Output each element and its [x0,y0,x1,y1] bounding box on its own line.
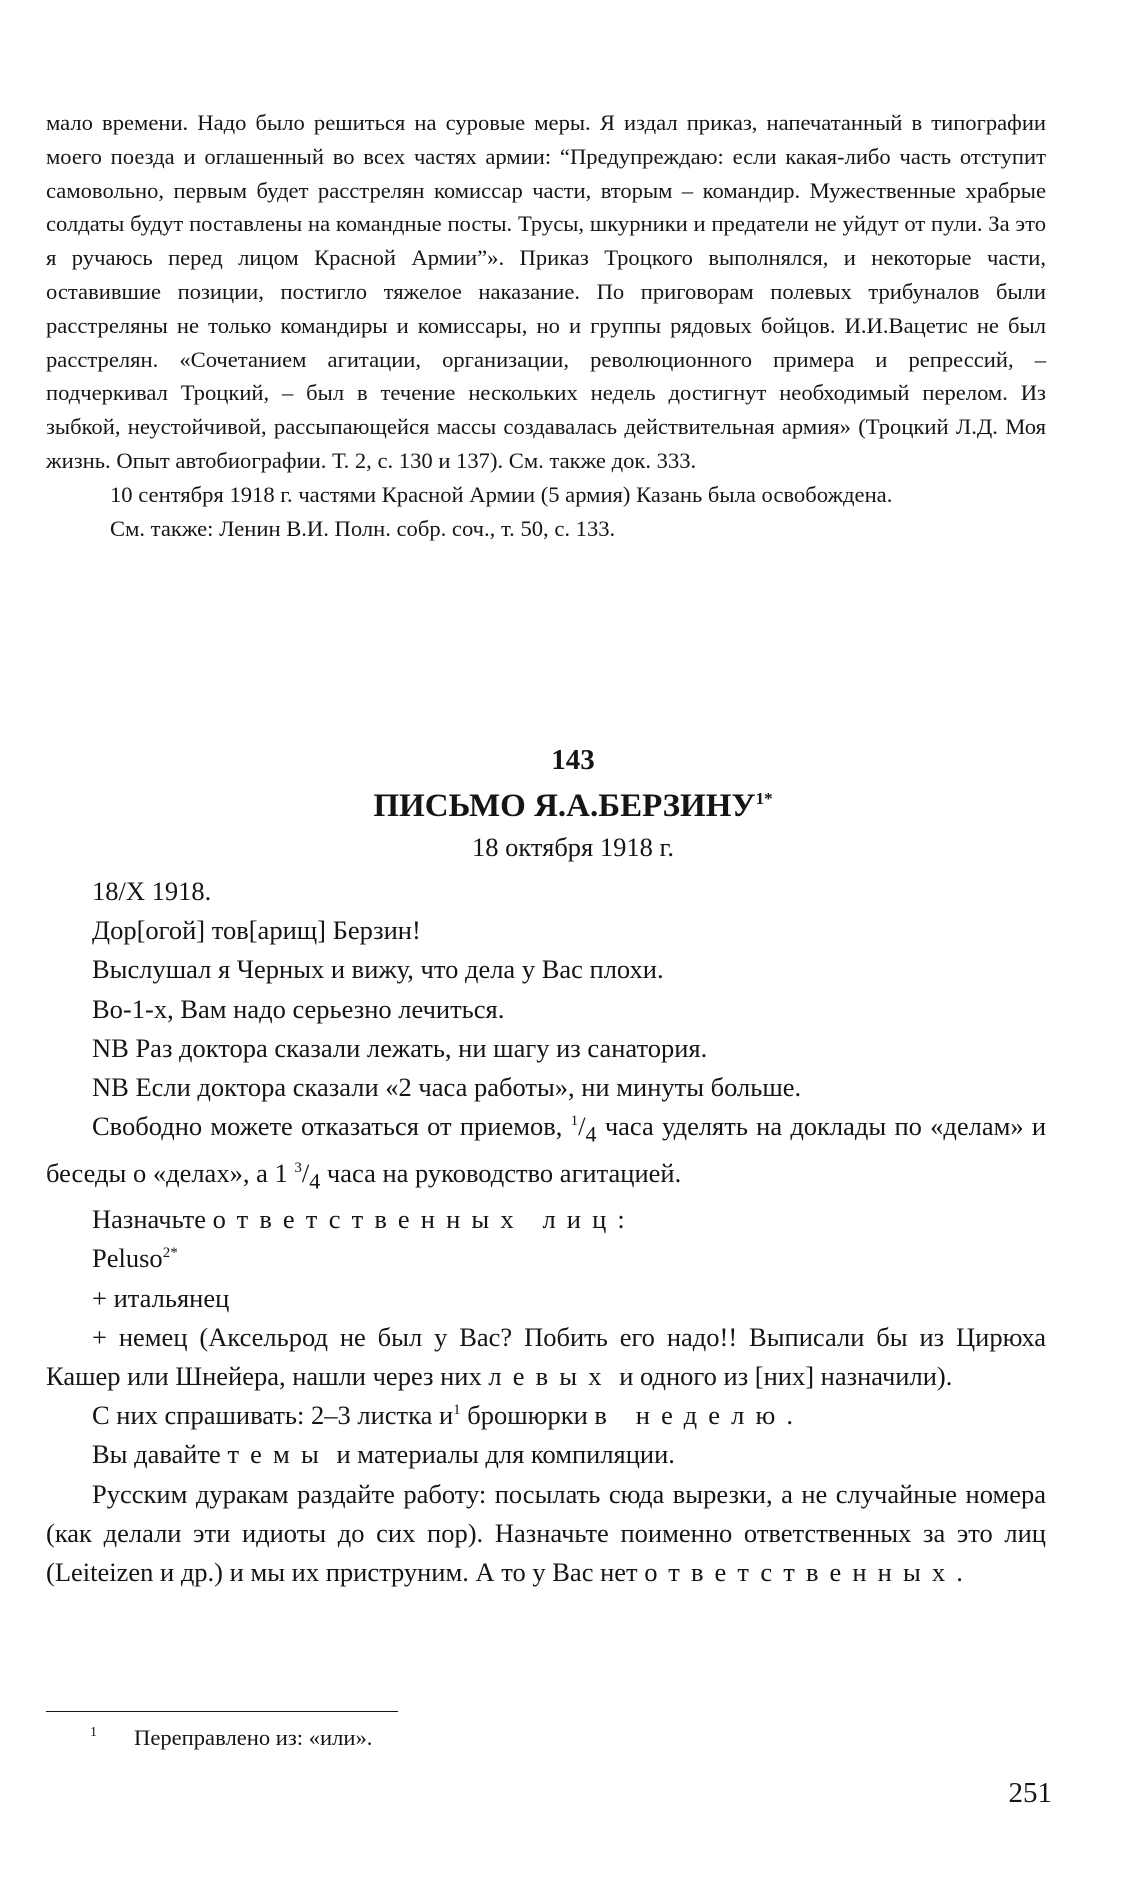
text-run: + немец (Аксельрод не был у Вас? Побить его надо!! Выписали бы из Цирюха Кашер или Шнейера, нашли через них [46,1321,1046,1392]
text-run: Назначьте [92,1204,206,1235]
letter-paragraph: Свободно можете отказаться от приемов, $^1/_4$ часа уделять на доклады по «делам» и беседы о «делах», а 1 $^3/_4$ часа на руководство агитацией. [46,1111,1047,1194]
spaced-emphasis: в неделю. [594,1400,805,1431]
footnote: 1 Переправлено из: «или». [90,1725,373,1750]
fraction-numerator: 1 [570,1113,579,1130]
document-title [0,786,1146,826]
letter-line: NB Раз доктора сказали лежать, ни шагу из санатория. [92,1032,708,1063]
text-run: часа уделять на доклады по «делам» и беседы о «делах», а 1 [46,1111,1047,1188]
text-run: брошюрки [467,1400,588,1431]
footnote-mark: 2* [162,1245,178,1262]
document-date: 18 октября 1918 г. [472,832,674,862]
text-run: Русским дуракам раздайте работу: посылать сюда вырезки, а не случайные номера (как делали эти идиоты до сих пор). Назначьте поименно ответственных за это лиц (Leiteizen и др.) и мы их приструним. А то у Вас нет [46,1478,1046,1588]
letter-salutation: Дор[огой] тов[арищ] Берзин! [92,915,421,946]
letter-paragraph [46,1318,1046,1396]
letter-line [46,1239,1046,1278]
spaced-emphasis: левых [488,1361,613,1392]
document-title-text: ПИСЬМО Я.А.БЕРЗИНУ [373,788,756,824]
letter-line: Выслушал я Черных и вижу, что дела у Вас плохи. [92,954,664,985]
footnote-mark: 1 [453,1402,461,1419]
letter-line [46,1435,1046,1474]
letter-line: NB Если доктора сказали «2 часа работы», ни минуты больше. [92,1072,802,1103]
fraction-denominator: 4 [585,1121,597,1147]
text-run: и одного из [них] назначили). [619,1361,953,1392]
letter-paragraph [46,1475,1046,1593]
title-footnote-mark: 1* [755,789,773,808]
fraction-numerator: 3 [294,1159,302,1176]
commentary-paragraph: 10 сентября 1918 г. частями Красной Армии (5 армия) Казань была освобождена. [110,481,893,507]
text-run: Свободно можете отказаться от приемов, [92,1111,563,1142]
commentary-paragraph: мало времени. Надо было решиться на суровые меры. Я издал приказ, напечатанный в типографии моего поезда и оглашенный во всех частях армии: “Предупреждаю: если какая-либо часть отступит самовольно, первым будет расстрелян комиссар части, вторым – командир. Мужественные храбрые солдаты будут поставлены на командные посты. Трусы, шкурники и предатели не уйдут от пули. За это я ручаюсь перед лицом Красной Армии”». Приказ Троцкого выполнялся, и некоторые части, оставившие позиции, постигло тяжелое наказание. По приговорам полевых трибуналов были расстреляны не только командиры и комиссары, но и группы рядовых бойцов. И.И.Вацетис не был расстрелян. «Сочетанием агитации, организации, революционного примера и репрессий, – подчеркивал Троцкий, – был в течение нескольких недель достигнут необходимый перелом. Из зыбкой, неустойчивой, рассыпающейся массы создавалась действительная армия» (Троцкий Л.Д. Моя жизнь. Опыт автобиографии. Т. 2, с. 130 и 137). См. также док. 333. [46,110,1046,473]
letter-date: 18/X 1918. [92,876,212,906]
commentary-block [46,106,1046,545]
letter-line: + итальянец [92,1282,230,1313]
text-run: часа на руководство агитацией. [326,1157,682,1188]
spaced-emphasis: темы [227,1439,330,1470]
spaced-emphasis: ответственных. [644,1557,975,1588]
letter-line [46,1396,1046,1435]
page-number: 251 [1008,1777,1052,1809]
footnote-text: Переправлено из: «или». [134,1725,373,1750]
letter-line [46,1200,1046,1239]
footnote-divider [46,1711,398,1712]
commentary-paragraph: См. также: Ленин В.И. Полн. собр. соч., т. 50, с. 133. [110,515,616,541]
text-run: С них спрашивать: 2–3 листка и [92,1400,454,1431]
text-run: и материалы для компиляции. [336,1439,675,1470]
document-number: 143 [551,744,595,776]
letter-line: Во-1-х, Вам надо серьезно лечиться. [92,993,505,1024]
fraction-denominator: 4 [309,1168,321,1194]
letter-body [46,872,1046,1592]
spaced-emphasis: ответственных лиц: [212,1204,636,1235]
text-run: Вы давайте [92,1439,221,1470]
text-run: Peluso [92,1243,163,1274]
